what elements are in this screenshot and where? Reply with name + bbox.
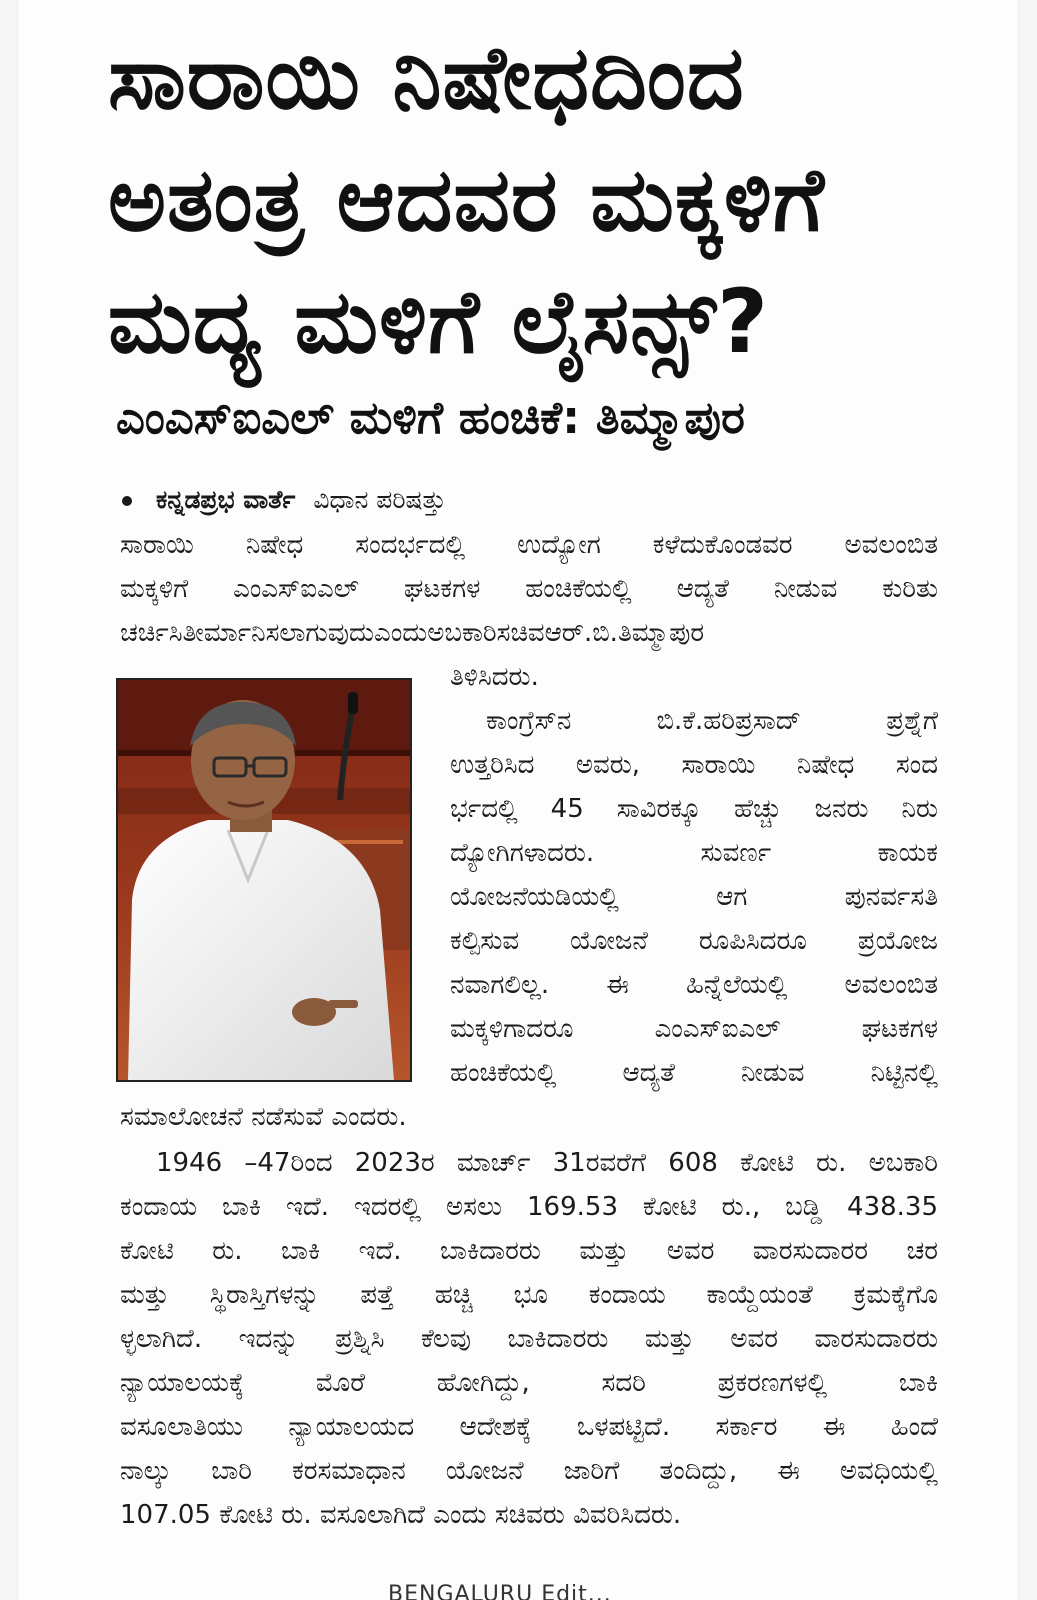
body-line: ಳ್ಳಲಾಗಿದೆ. ಇದನ್ನು ಪ್ರಶ್ನಿಸಿ ಕೆಲವು ಬಾಕಿದಾರರು ಮತ್ತು ಅವರ ವಾರಸುದಾರರು	[120, 1324, 938, 1354]
body-line: ಕಲ್ಪಿಸುವ ಯೋಜನೆ ರೂಪಿಸಿದರೂ ಪ್ರಯೋಜ	[450, 926, 938, 956]
body-line: ತಿಳಿಸಿದರು.	[450, 662, 539, 692]
body-line: ಸಾರಾಯಿ ನಿಷೇಧ ಸಂದರ್ಭದಲ್ಲಿ ಉದ್ಯೋಗ ಕಳೆದುಕೊಂಡವರ ಅವಲಂಬಿತ	[120, 530, 938, 560]
edition-footer: BENGALURU Edit...	[388, 1582, 612, 1600]
body-line: ಚರ್ಚಿಸಿತೀರ್ಮಾನಿಸಲಾಗುವುದುಎಂದುಅಬಕಾರಿಸಚಿವಆರ್.ಬಿ.ತಿಮ್ಮಾಪುರ	[120, 618, 705, 648]
body-line: ಮತ್ತು ಸ್ಥಿರಾಸ್ತಿಗಳನ್ನು ಪತ್ತೆ ಹಚ್ಚಿ ಭೂ ಕಂದಾಯ ಕಾಯ್ದೆಯಂತೆ ಕ್ರಮಕ್ಕೆಗೊ	[120, 1280, 938, 1310]
body-line: ಉತ್ತರಿಸಿದ ಅವರು, ಸಾರಾಯಿ ನಿಷೇಧ ಸಂದ	[450, 750, 938, 780]
body-line: ಮಕ್ಕಳಿಗೆ ಎಂಎಸ್‌ಐಎಲ್ ಘಟಕಗಳ ಹಂಚಿಕೆಯಲ್ಲಿ ಆದ್ಯತೆ ನೀಡುವ ಕುರಿತು	[120, 574, 938, 604]
body-line: ಸಮಾಲೋಚನೆ ನಡೆಸುವೆ ಎಂದರು.	[120, 1102, 407, 1132]
body-line: 107.05 ಕೋಟಿ ರು. ವಸೂಲಾಗಿದೆ ಎಂದು ಸಚಿವರು ವಿವರಿಸಿದರು.	[120, 1500, 682, 1530]
body-line: ಕಾಂಗ್ರೆಸ್‌ನ ಬಿ.ಕೆ.ಹರಿಪ್ರಸಾದ್ ಪ್ರಶ್ನೆಗೆ	[486, 706, 938, 736]
byline-source: ಕನ್ನಡಪ್ರಭ ವಾರ್ತೆ	[155, 485, 296, 514]
headline-line-2: ಅತಂತ್ರ ಆದವರ ಮಕ್ಕಳಿಗೆ	[108, 148, 825, 251]
body-line: 1946 –47ರಿಂದ 2023ರ ಮಾರ್ಚ್ 31ರವರೆಗೆ 608 ಕೋಟಿ ರು. ಅಬಕಾರಿ	[156, 1148, 938, 1178]
body-line: ನ್ಯಾಯಾಲಯಕ್ಕೆ ಮೊರೆ ಹೋಗಿದ್ದು, ಸದರಿ ಪ್ರಕರಣಗಳಲ್ಲಿ ಬಾಕಿ	[120, 1368, 938, 1398]
body-line: ದ್ಯೋಗಿಗಳಾದರು. ಸುವರ್ಣ ಕಾಯಕ	[450, 838, 938, 868]
body-line: ರ್ಭದಲ್ಲಿ 45 ಸಾವಿರಕ್ಕೂ ಹೆಚ್ಚು ಜನರು ನಿರು	[450, 794, 938, 824]
body-line: ನಾಲ್ಕು ಬಾರಿ ಕರಸಮಾಧಾನ ಯೋಜನೆ ಜಾರಿಗೆ ತಂದಿದ್ದು, ಈ ಅವಧಿಯಲ್ಲಿ	[120, 1456, 938, 1486]
body-line: ಮಕ್ಕಳಿಗಾದರೂ ಎಂಎಸ್‌ಐಎಲ್ ಘಟಕಗಳ	[450, 1014, 938, 1044]
headline-line-1: ಸಾರಾಯಿ ನಿಷೇಧದಿಂದ	[108, 26, 745, 129]
byline-location: ವಿಧಾನ ಪರಿಷತ್ತು	[313, 485, 446, 514]
minister-photo	[116, 678, 412, 1082]
byline	[122, 485, 446, 515]
body-line: ಕಂದಾಯ ಬಾಕಿ ಇದೆ. ಇದರಲ್ಲಿ ಅಸಲು 169.53 ಕೋಟಿ ರು., ಬಡ್ಡಿ 438.35	[120, 1192, 938, 1222]
body-line: ಯೋಜನೆಯಡಿಯಲ್ಲಿ ಆಗ ಪುನರ್ವಸತಿ	[450, 882, 938, 912]
body-line: ಕೋಟಿ ರು. ಬಾಕಿ ಇದೆ. ಬಾಕಿದಾರರು ಮತ್ತು ಅವರ ವಾರಸುದಾರರ ಚರ	[120, 1236, 938, 1266]
newspaper-clipping	[18, 0, 1018, 1600]
bullet-icon	[122, 496, 132, 506]
body-line: ಹಂಚಿಕೆಯಲ್ಲಿ ಆದ್ಯತೆ ನೀಡುವ ನಿಟ್ಟಿನಲ್ಲಿ	[450, 1058, 938, 1088]
headline-line-3: ಮದ್ಯ ಮಳಿಗೆ ಲೈಸನ್ಸ್?	[108, 270, 770, 373]
body-line: ನವಾಗಲಿಲ್ಲ. ಈ ಹಿನ್ನೆಲೆಯಲ್ಲಿ ಅವಲಂಬಿತ	[450, 970, 938, 1000]
subheadline: ಎಂಎಸ್‌ಐಎಲ್ ಮಳಿಗೆ ಹಂಚಿಕೆ: ತಿಮ್ಮಾಪುರ	[116, 391, 745, 444]
body-line: ವಸೂಲಾತಿಯು ನ್ಯಾಯಾಲಯದ ಆದೇಶಕ್ಕೆ ಒಳಪಟ್ಟಿದೆ. ಸರ್ಕಾರ ಈ ಹಿಂದೆ	[120, 1412, 938, 1442]
